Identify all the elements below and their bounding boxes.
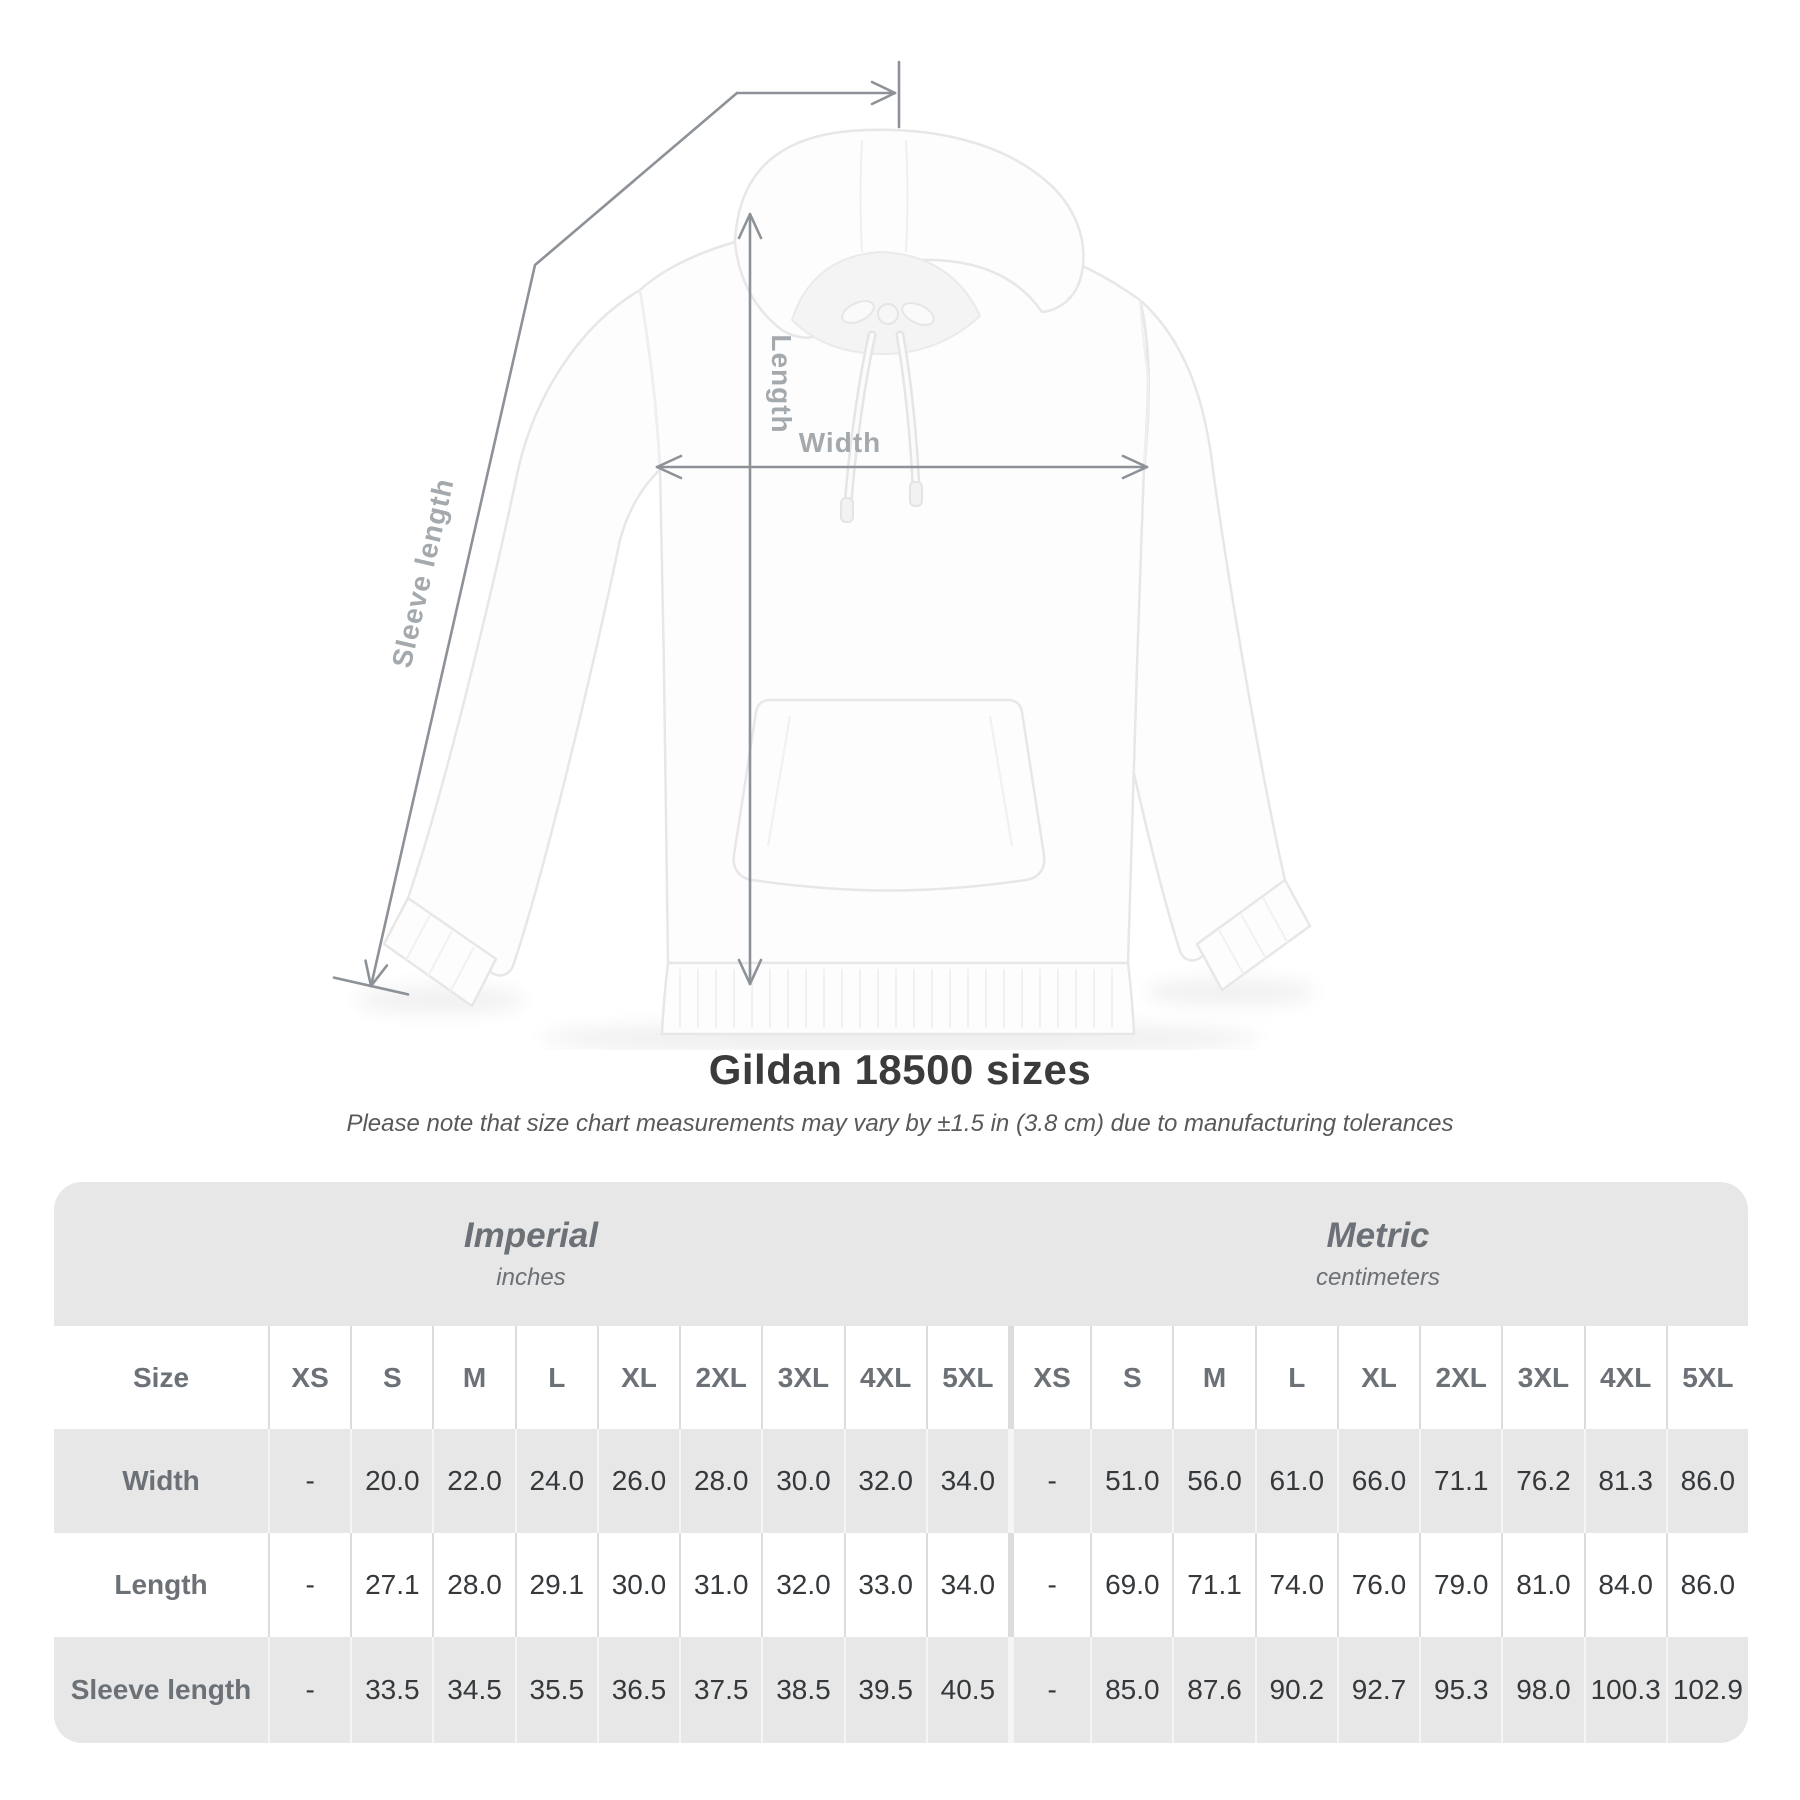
size-header-cell: 3XL (761, 1326, 843, 1429)
measurement-cell: 81.3 (1584, 1429, 1666, 1533)
measurement-cell: 69.0 (1090, 1533, 1172, 1637)
length-label: Length (766, 334, 797, 434)
measurement-cell: 71.1 (1419, 1429, 1501, 1533)
tolerance-note: Please note that size chart measurements may vary by ±1.5 in (3.8 cm) due to manufacturing tolerances (346, 1110, 1454, 1137)
measurement-cell: 79.0 (1419, 1533, 1501, 1637)
size-header-cell: S (1090, 1326, 1172, 1429)
size-table (54, 1182, 1748, 1743)
measurement-cell: 32.0 (844, 1429, 926, 1533)
size-header-cell: 2XL (679, 1326, 761, 1429)
measurement-cell: 31.0 (679, 1533, 761, 1637)
measurement-cell: 85.0 (1090, 1637, 1172, 1743)
size-header-cell: XL (597, 1326, 679, 1429)
size-header-cell: 3XL (1501, 1326, 1583, 1429)
measurement-cell: - (1008, 1429, 1090, 1533)
measurement-cell: - (268, 1637, 350, 1743)
measurement-cell: 81.0 (1501, 1533, 1583, 1637)
size-header-cell: 2XL (1419, 1326, 1501, 1429)
measurement-cell: 51.0 (1090, 1429, 1172, 1533)
measurement-cell: 24.0 (515, 1429, 597, 1533)
measurement-cell: 28.0 (432, 1533, 514, 1637)
measurement-cell: 33.5 (350, 1637, 432, 1743)
measurement-cell: - (1008, 1533, 1090, 1637)
measurement-cell: 102.9 (1666, 1637, 1748, 1743)
measurement-cell: 30.0 (761, 1429, 843, 1533)
kangaroo-pocket (734, 700, 1045, 891)
measurement-cell: 20.0 (350, 1429, 432, 1533)
size-header-cell: XS (268, 1326, 350, 1429)
measurement-cell: 61.0 (1255, 1429, 1337, 1533)
measurement-cell: 38.5 (761, 1637, 843, 1743)
measurement-cell: 92.7 (1337, 1637, 1419, 1743)
measurement-cell: 56.0 (1172, 1429, 1254, 1533)
measurement-cell: 34.0 (926, 1429, 1008, 1533)
measurement-cell: 100.3 (1584, 1637, 1666, 1743)
measurement-cell: - (268, 1429, 350, 1533)
page-title: Gildan 18500 sizes (708, 1046, 1092, 1093)
row-label-width: Width (54, 1429, 268, 1533)
width-label: Width (798, 427, 882, 458)
size-header-cell: 4XL (1584, 1326, 1666, 1429)
measurement-cell: - (268, 1533, 350, 1637)
measurement-cell: 32.0 (761, 1533, 843, 1637)
measurement-cell: 66.0 (1337, 1429, 1419, 1533)
waistband (662, 963, 1134, 1034)
measurement-cell: 40.5 (926, 1637, 1008, 1743)
measurement-cell: 37.5 (679, 1637, 761, 1743)
measurement-cell: 87.6 (1172, 1637, 1254, 1743)
hoodie-image (384, 130, 1310, 1034)
measurement-cell: 26.0 (597, 1429, 679, 1533)
size-header-cell: M (1172, 1326, 1254, 1429)
size-header-cell: L (1255, 1326, 1337, 1429)
measurement-cell: 35.5 (515, 1637, 597, 1743)
measurement-cell: 22.0 (432, 1429, 514, 1533)
measurement-cell: 95.3 (1419, 1637, 1501, 1743)
row-label-length: Length (54, 1533, 268, 1637)
row-label-sleeve-length: Sleeve length (54, 1637, 268, 1743)
sleeve-length-label: Sleeve length (385, 475, 460, 671)
measurement-cell: 36.5 (597, 1637, 679, 1743)
measurement-cell: 30.0 (597, 1533, 679, 1637)
size-header-cell: XL (1337, 1326, 1419, 1429)
size-header-cell: 5XL (1666, 1326, 1748, 1429)
size-header-cell: L (515, 1326, 597, 1429)
unit-name: inches (496, 1264, 566, 1291)
measurement-cell: 39.5 (844, 1637, 926, 1743)
size-header-cell: 4XL (844, 1326, 926, 1429)
size-header-cell: XS (1008, 1326, 1090, 1429)
measurement-cell: 71.1 (1172, 1533, 1254, 1637)
measurement-cell: 84.0 (1584, 1533, 1666, 1637)
measurement-cell: 28.0 (679, 1429, 761, 1533)
imperial-section-header (54, 1182, 1008, 1326)
measurement-cell: 27.1 (350, 1533, 432, 1637)
unit-system-name: Metric (1326, 1216, 1430, 1255)
measurement-cell: 98.0 (1501, 1637, 1583, 1743)
size-header-cell: M (432, 1326, 514, 1429)
size-header-cell: S (350, 1326, 432, 1429)
size-column-header: Size (54, 1326, 268, 1429)
measurement-cell: 33.0 (844, 1533, 926, 1637)
measurement-cell: 90.2 (1255, 1637, 1337, 1743)
measurement-cell: 86.0 (1666, 1533, 1748, 1637)
measurement-cell: 76.0 (1337, 1533, 1419, 1637)
unit-name: centimeters (1315, 1264, 1440, 1291)
measurement-cell: 34.5 (432, 1637, 514, 1743)
measurement-cell: - (1008, 1637, 1090, 1743)
measurement-cell: 76.2 (1501, 1429, 1583, 1533)
measurement-cell: 74.0 (1255, 1533, 1337, 1637)
measurement-cell: 86.0 (1666, 1429, 1748, 1533)
left-sleeve (407, 290, 660, 975)
metric-section-header (1008, 1182, 1748, 1326)
unit-system-name: Imperial (463, 1216, 599, 1255)
measurement-cell: 29.1 (515, 1533, 597, 1637)
size-header-cell: 5XL (926, 1326, 1008, 1429)
measurement-cell: 34.0 (926, 1533, 1008, 1637)
